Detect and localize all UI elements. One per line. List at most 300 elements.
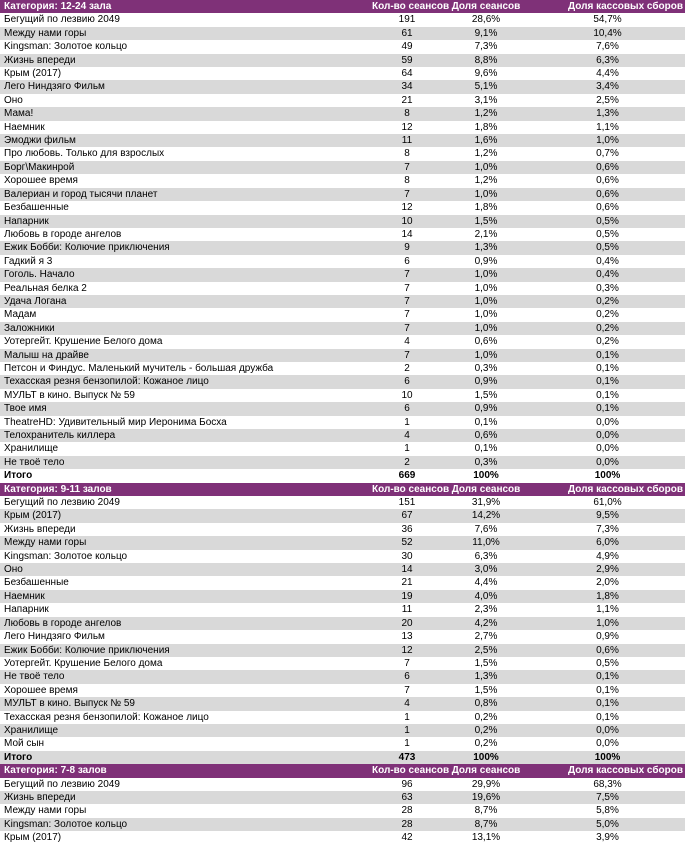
column-header-boxoffice-share: Доля кассовых сборов	[568, 483, 683, 495]
total-label: Итого	[4, 751, 33, 763]
table-row	[0, 657, 685, 670]
session-count: 12	[401, 121, 413, 133]
table-row	[0, 576, 685, 589]
boxoffice-share: 0,2%	[596, 309, 619, 321]
film-title: Безбашенные	[4, 202, 69, 214]
boxoffice-share: 61,0%	[593, 497, 622, 509]
boxoffice-share: 0,9%	[596, 631, 619, 643]
session-count: 2	[404, 362, 410, 374]
session-count: 8	[404, 148, 410, 160]
column-header-boxoffice-share: Доля кассовых сборов	[568, 765, 683, 777]
boxoffice-share: 0,1%	[596, 698, 619, 710]
session-count: 7	[404, 349, 410, 361]
session-count: 28	[401, 818, 413, 830]
boxoffice-share: 0,4%	[596, 255, 619, 267]
session-share: 3,1%	[474, 94, 498, 106]
category-title: Категория: 9-11 залов	[4, 483, 112, 495]
boxoffice-share: 5,0%	[596, 818, 619, 830]
table-row	[0, 147, 685, 160]
session-share: 1,0%	[474, 269, 498, 281]
session-count: 36	[401, 523, 413, 535]
session-count: 4	[404, 430, 410, 441]
session-share: 2,7%	[474, 631, 498, 643]
session-count: 1	[404, 711, 410, 723]
boxoffice-share: 0,6%	[596, 644, 619, 656]
session-count: 12	[401, 644, 413, 656]
film-title: Лего Ниндзяго Фильм	[4, 81, 105, 93]
table-row	[0, 737, 685, 750]
boxoffice-share: 0,2%	[596, 295, 619, 307]
film-title: Крым (2017)	[4, 68, 62, 80]
table-row	[0, 536, 685, 549]
session-share: 6,3%	[474, 550, 498, 562]
boxoffice-share: 54,7%	[593, 14, 622, 26]
table-row	[0, 201, 685, 214]
table-row	[0, 509, 685, 522]
session-count: 6	[404, 376, 410, 388]
boxoffice-share: 0,0%	[596, 456, 619, 468]
film-title: Уотергейт. Крушение Белого дома	[4, 657, 163, 669]
film-title: Про любовь. Только для взрослых	[4, 148, 165, 160]
session-share: 1,5%	[474, 389, 498, 401]
session-share: 1,0%	[474, 295, 498, 307]
film-title: Между нами горы	[4, 537, 87, 549]
table-row	[0, 804, 685, 817]
boxoffice-share: 1,1%	[596, 121, 619, 133]
film-title: Мадам	[4, 309, 37, 321]
boxoffice-share: 0,6%	[596, 188, 619, 200]
session-share: 19,6%	[471, 791, 501, 803]
session-share: 9,6%	[474, 68, 498, 80]
table-row	[0, 54, 685, 67]
film-title: Борг\Макинрой	[4, 161, 75, 173]
table-row	[0, 617, 685, 630]
session-count: 10	[401, 389, 413, 401]
boxoffice-share: 7,6%	[596, 41, 619, 53]
table-row	[0, 563, 685, 576]
session-share: 1,5%	[474, 215, 498, 227]
boxoffice-share: 1,0%	[596, 135, 619, 147]
table-row	[0, 550, 685, 563]
table-row	[0, 241, 685, 254]
session-share: 8,7%	[474, 805, 498, 817]
boxoffice-share: 0,0%	[596, 416, 619, 428]
boxoffice-share: 68,3%	[593, 778, 622, 790]
total-label: Итого	[4, 470, 33, 482]
session-count: 11	[401, 135, 413, 147]
table-row	[0, 308, 685, 321]
film-title: Твое имя	[4, 403, 47, 415]
category-section	[0, 764, 685, 844]
table-row	[0, 188, 685, 201]
table-row	[0, 442, 685, 455]
table-row	[0, 831, 685, 844]
session-share: 0,8%	[474, 698, 498, 710]
session-share: 1,0%	[474, 349, 498, 361]
session-share: 0,1%	[474, 416, 498, 428]
film-title: Хорошее время	[4, 175, 78, 187]
boxoffice-share: 4,9%	[596, 550, 619, 562]
table-row	[0, 121, 685, 134]
session-count: 1	[404, 416, 410, 428]
boxoffice-share: 2,0%	[596, 577, 619, 589]
session-count: 13	[401, 631, 413, 643]
session-share: 0,6%	[474, 336, 498, 348]
column-header-sessions: Кол-во сеансов	[372, 1, 450, 12]
film-title: Телохранитель киллера	[4, 430, 116, 441]
session-count: 42	[401, 832, 413, 844]
session-share: 13,1%	[471, 832, 501, 844]
session-share: 1,0%	[474, 282, 498, 294]
boxoffice-share: 1,8%	[596, 590, 619, 602]
table-row	[0, 161, 685, 174]
film-title: Оно	[4, 564, 23, 576]
session-share: 5,1%	[474, 81, 498, 93]
total-sessions: 473	[398, 751, 416, 763]
film-title: Kingsman: Золотое кольцо	[4, 550, 128, 562]
table-row	[0, 40, 685, 53]
table-row	[0, 724, 685, 737]
film-title: Kingsman: Золотое кольцо	[4, 41, 128, 53]
boxoffice-share: 0,4%	[596, 269, 619, 281]
boxoffice-share: 0,0%	[596, 724, 619, 736]
boxoffice-share: 0,1%	[596, 711, 619, 723]
session-share: 1,2%	[474, 148, 498, 160]
session-count: 63	[401, 791, 413, 803]
session-share: 3,0%	[474, 564, 498, 576]
boxoffice-share: 3,4%	[596, 81, 619, 93]
session-share: 1,0%	[474, 322, 498, 334]
film-title: Жизнь впереди	[4, 523, 76, 535]
table-row	[0, 13, 685, 26]
session-count: 20	[401, 617, 413, 629]
table-row	[0, 684, 685, 697]
session-count: 67	[401, 510, 413, 522]
column-header-sessions: Кол-во сеансов	[372, 765, 450, 777]
session-share: 29,9%	[471, 778, 501, 790]
boxoffice-share: 0,1%	[596, 389, 619, 401]
table-row	[0, 282, 685, 295]
film-title: Между нами горы	[4, 805, 87, 817]
table-row	[0, 590, 685, 603]
session-count: 12	[401, 202, 413, 214]
film-title: Крым (2017)	[4, 510, 62, 522]
session-share: 0,2%	[474, 711, 498, 723]
session-share: 4,4%	[474, 577, 498, 589]
boxoffice-share: 9,5%	[596, 510, 619, 522]
session-count: 1	[404, 443, 410, 455]
session-count: 11	[401, 604, 413, 616]
boxoffice-share: 0,6%	[596, 175, 619, 187]
boxoffice-share: 6,3%	[596, 54, 619, 66]
table-row	[0, 362, 685, 375]
boxoffice-share: 7,3%	[596, 523, 619, 535]
session-count: 7	[404, 282, 410, 294]
film-title: Жизнь впереди	[4, 791, 76, 803]
session-share: 8,8%	[474, 54, 498, 66]
session-count: 7	[404, 322, 410, 334]
film-title: Мама!	[4, 108, 34, 120]
film-title: Не твоё тело	[4, 671, 65, 683]
film-title: Наемник	[4, 590, 45, 602]
table-row	[0, 496, 685, 509]
session-count: 7	[404, 295, 410, 307]
film-title: Гоголь. Начало	[4, 269, 75, 281]
boxoffice-share: 0,7%	[596, 148, 619, 160]
session-count: 191	[398, 14, 416, 26]
session-count: 7	[404, 684, 410, 696]
boxoffice-share: 0,6%	[596, 202, 619, 214]
film-title: Бегущий по лезвию 2049	[4, 778, 120, 790]
table-row	[0, 697, 685, 710]
film-title: Гадкий я 3	[4, 255, 53, 267]
session-share: 7,6%	[474, 523, 498, 535]
table-row	[0, 80, 685, 93]
column-header-sessions: Кол-во сеансов	[372, 483, 450, 495]
table-row	[0, 349, 685, 362]
session-share: 4,2%	[474, 617, 498, 629]
session-share: 28,6%	[471, 14, 501, 26]
table-row	[0, 389, 685, 402]
boxoffice-share: 0,1%	[596, 376, 619, 388]
session-share: 14,2%	[471, 510, 501, 522]
boxoffice-share: 3,9%	[596, 832, 619, 844]
boxoffice-share: 0,1%	[596, 671, 619, 683]
film-title: Напарник	[4, 215, 49, 227]
boxoffice-share: 0,1%	[596, 362, 619, 374]
session-count: 7	[404, 657, 410, 669]
film-title: Не твоё тело	[4, 456, 65, 468]
boxoffice-share: 1,1%	[596, 604, 619, 616]
session-share: 0,2%	[474, 724, 498, 736]
total-row	[0, 469, 685, 482]
table-row	[0, 107, 685, 120]
film-title: Любовь в городе ангелов	[4, 617, 122, 629]
table-row	[0, 67, 685, 80]
session-count: 34	[401, 81, 413, 93]
table-row	[0, 670, 685, 683]
session-count: 2	[404, 456, 410, 468]
film-title: Хранилище	[4, 724, 58, 736]
session-share: 0,9%	[474, 255, 498, 267]
table-row	[0, 322, 685, 335]
total-session-share: 100%	[473, 751, 499, 763]
session-count: 8	[404, 108, 410, 120]
session-count: 6	[404, 403, 410, 415]
boxoffice-share: 2,5%	[596, 94, 619, 106]
session-count: 52	[401, 537, 413, 549]
film-title: TheatreHD: Удивительный мир Иеронима Босха	[4, 416, 227, 428]
film-title: Бегущий по лезвию 2049	[4, 14, 120, 26]
table-row	[0, 630, 685, 643]
session-share: 9,1%	[474, 27, 498, 39]
session-count: 4	[404, 336, 410, 348]
session-count: 64	[401, 68, 413, 80]
session-share: 1,5%	[474, 684, 498, 696]
film-title: Хранилище	[4, 443, 58, 455]
session-share: 1,2%	[474, 175, 498, 187]
session-share: 1,0%	[474, 161, 498, 173]
session-count: 7	[404, 269, 410, 281]
film-title: Kingsman: Золотое кольцо	[4, 818, 128, 830]
boxoffice-share: 0,2%	[596, 322, 619, 334]
table-row	[0, 228, 685, 241]
session-share: 2,5%	[474, 644, 498, 656]
session-count: 6	[404, 255, 410, 267]
film-title: МУЛЬТ в кино. Выпуск № 59	[4, 389, 135, 401]
session-count: 7	[404, 309, 410, 321]
film-title: МУЛЬТ в кино. Выпуск № 59	[4, 698, 135, 710]
film-title: Петсон и Финдус. Маленький мучитель - большая дружба	[4, 362, 274, 374]
boxoffice-share: 7,5%	[596, 791, 619, 803]
session-share: 4,0%	[474, 590, 498, 602]
session-count: 21	[401, 94, 413, 106]
film-title: Техасская резня бензопилой: Кожаное лицо	[4, 376, 209, 388]
total-boxoffice-share: 100%	[594, 751, 621, 763]
table-row	[0, 603, 685, 616]
film-title: Хорошее время	[4, 684, 78, 696]
boxoffice-share: 1,3%	[596, 108, 619, 120]
boxoffice-share: 0,0%	[596, 443, 619, 455]
boxoffice-share: 0,0%	[596, 430, 619, 441]
table-row	[0, 94, 685, 107]
film-title: Ежик Бобби: Колючие приключения	[4, 242, 170, 254]
film-title: Удача Логана	[4, 295, 67, 307]
table-row	[0, 791, 685, 804]
boxoffice-share: 0,2%	[596, 336, 619, 348]
boxoffice-share: 0,5%	[596, 215, 619, 227]
film-title: Реальная белка 2	[4, 282, 87, 294]
session-share: 1,8%	[474, 202, 498, 214]
session-share: 0,2%	[474, 738, 498, 750]
table-row	[0, 255, 685, 268]
session-count: 30	[401, 550, 413, 562]
film-title: Малыш на драйве	[4, 349, 89, 361]
session-count: 14	[401, 228, 413, 240]
film-title: Между нами горы	[4, 27, 87, 39]
boxoffice-share: 5,8%	[596, 805, 619, 817]
session-share: 1,2%	[474, 108, 498, 120]
session-count: 4	[404, 698, 410, 710]
table-row	[0, 375, 685, 388]
table-row	[0, 402, 685, 415]
column-header-session-share: Доля сеансов	[451, 1, 521, 12]
session-count: 21	[401, 577, 413, 589]
table-row	[0, 416, 685, 429]
session-share: 0,9%	[474, 403, 498, 415]
film-title: Безбашенные	[4, 577, 69, 589]
total-sessions: 669	[398, 470, 416, 482]
boxoffice-share: 0,3%	[596, 282, 619, 294]
session-share: 1,0%	[474, 309, 498, 321]
film-title: Наемник	[4, 121, 45, 133]
boxoffice-share: 6,0%	[596, 537, 619, 549]
film-title: Оно	[4, 94, 23, 106]
table-row	[0, 456, 685, 469]
total-boxoffice-share: 100%	[594, 470, 621, 482]
boxoffice-share: 4,4%	[596, 68, 619, 80]
boxoffice-share: 0,6%	[596, 161, 619, 173]
film-title: Ежик Бобби: Колючие приключения	[4, 644, 170, 656]
film-title: Любовь в городе ангелов	[4, 228, 122, 240]
category-title: Категория: 12-24 зала	[4, 1, 112, 12]
session-count: 1	[404, 738, 410, 750]
session-share: 0,3%	[474, 456, 498, 468]
boxoffice-share: 0,5%	[596, 228, 619, 240]
session-count: 28	[401, 805, 413, 817]
film-title: Уотергейт. Крушение Белого дома	[4, 336, 163, 348]
session-count: 49	[401, 41, 413, 53]
film-title: Техасская резня бензопилой: Кожаное лицо	[4, 711, 209, 723]
session-count: 7	[404, 161, 410, 173]
table-row	[0, 523, 685, 536]
column-header-boxoffice-share: Доля кассовых сборов	[568, 1, 683, 12]
category-title: Категория: 7-8 залов	[4, 765, 107, 777]
session-share: 1,5%	[474, 657, 498, 669]
table-row	[0, 268, 685, 281]
total-row	[0, 751, 685, 764]
table-row	[0, 134, 685, 147]
category-header-row	[0, 764, 685, 777]
session-share: 1,3%	[474, 671, 498, 683]
boxoffice-share: 2,9%	[596, 564, 619, 576]
total-session-share: 100%	[473, 470, 499, 482]
session-share: 0,6%	[474, 430, 498, 441]
session-count: 1	[404, 724, 410, 736]
film-title: Крым (2017)	[4, 832, 62, 844]
column-header-session-share: Доля сеансов	[451, 765, 521, 777]
boxoffice-share: 0,1%	[596, 684, 619, 696]
session-share: 1,8%	[474, 121, 498, 133]
category-header-row	[0, 483, 685, 496]
table-row	[0, 174, 685, 187]
table-row	[0, 711, 685, 724]
boxoffice-share: 0,5%	[596, 242, 619, 254]
session-count: 59	[401, 54, 413, 66]
session-count: 151	[398, 497, 416, 509]
boxoffice-share: 0,0%	[596, 738, 619, 750]
session-share: 31,9%	[471, 497, 501, 509]
film-title: Заложники	[4, 322, 55, 334]
session-count: 8	[404, 175, 410, 187]
column-header-session-share: Доля сеансов	[451, 483, 521, 495]
table-row	[0, 215, 685, 228]
category-header-row	[0, 0, 685, 13]
session-share: 1,6%	[474, 135, 498, 147]
boxoffice-share: 1,0%	[596, 617, 619, 629]
boxoffice-share: 0,1%	[596, 349, 619, 361]
table-row	[0, 295, 685, 308]
session-count: 9	[404, 242, 410, 254]
boxoffice-share: 0,5%	[596, 657, 619, 669]
film-title: Валериан и город тысячи планет	[4, 188, 158, 200]
session-count: 61	[401, 27, 413, 39]
table-row	[0, 778, 685, 791]
film-title: Жизнь впереди	[4, 54, 76, 66]
session-share: 2,1%	[474, 228, 498, 240]
session-share: 0,3%	[474, 362, 498, 374]
session-share: 11,0%	[472, 537, 500, 549]
table-row	[0, 818, 685, 831]
boxoffice-share: 10,4%	[593, 27, 622, 39]
film-title: Напарник	[4, 604, 49, 616]
session-share: 0,9%	[474, 376, 498, 388]
session-count: 96	[401, 778, 413, 790]
table-row	[0, 644, 685, 657]
session-share: 0,1%	[474, 443, 498, 455]
session-share: 8,7%	[474, 818, 498, 830]
session-count: 19	[401, 590, 413, 602]
